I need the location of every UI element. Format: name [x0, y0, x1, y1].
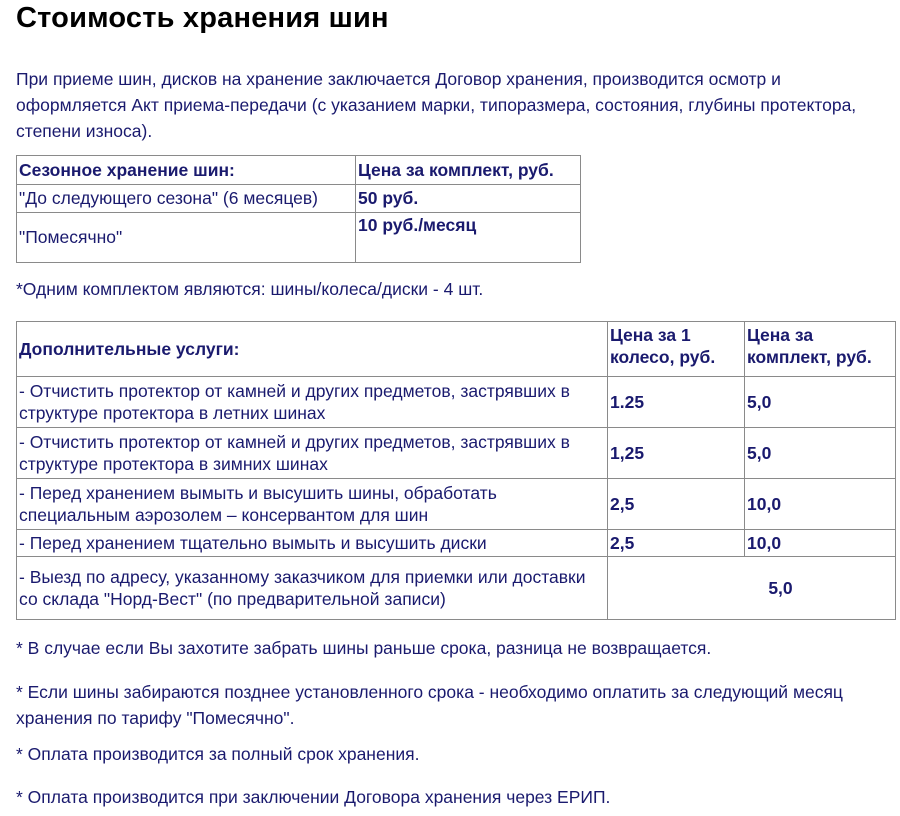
service-cell: - Выезд по адресу, указанному заказчиком для приемки или доставки со склада "Норд-Вест" (по предварительной записи)	[17, 557, 608, 620]
note-paragraph: * Если шины забираются позднее установленного срока - необходимо оплатить за следующий месяц хранения по тарифу "Помесячно".	[16, 682, 843, 728]
intro-paragraph: При приеме шин, дисков на хранение заключается Договор хранения, производится осмотр и оформляется Акт приема-передачи (с указанием марки, типоразмера, состояния, глубины протектора, степени износа).	[16, 69, 857, 141]
seasonal-storage-table	[16, 155, 581, 263]
price-cell: 5,0	[745, 377, 896, 428]
set-note: *Одним комплектом являются: шины/колеса/диски - 4 шт.	[16, 279, 484, 299]
table-cell: "Помесячно"	[17, 213, 356, 263]
price-cell: 50 руб.	[356, 185, 581, 213]
note-paragraph: * Оплата производится при заключении Договора хранения через ЕРИП.	[16, 787, 611, 807]
table-row	[17, 530, 896, 557]
service-cell: - Перед хранением вымыть и высушить шины, обработать специальным аэрозолем – консервантом для шин	[17, 479, 608, 530]
price-cell: 5,0	[608, 557, 896, 620]
price-cell: 2,5	[608, 479, 745, 530]
header-cell: Цена за комплект, руб.	[745, 322, 896, 377]
header-cell: Дополнительные услуги:	[17, 322, 608, 377]
header-cell: Цена за комплект, руб.	[356, 156, 581, 185]
page-title: Стоимость хранения шин	[16, 2, 389, 34]
price-cell: 1,25	[608, 428, 745, 479]
note-paragraph: * Оплата производится за полный срок хранения.	[16, 744, 420, 764]
price-cell: 10 руб./месяц	[356, 213, 581, 263]
additional-services-table	[16, 321, 896, 620]
header-cell: Цена за 1 колесо, руб.	[608, 322, 745, 377]
price-cell: 1.25	[608, 377, 745, 428]
table-header-row	[17, 322, 896, 377]
note-paragraph: * В случае если Вы захотите забрать шины раньше срока, разница не возвращается.	[16, 638, 712, 658]
table-row	[17, 428, 896, 479]
table-row	[17, 213, 581, 263]
table-row	[17, 377, 896, 428]
service-cell: - Отчистить протектор от камней и других предметов, застрявших в структуре протектора в летних шинах	[17, 377, 608, 428]
price-cell: 10,0	[745, 530, 896, 557]
table-row	[17, 185, 581, 213]
service-cell: - Перед хранением тщательно вымыть и высушить диски	[17, 530, 608, 557]
table-header-row	[17, 156, 581, 185]
service-cell: - Отчистить протектор от камней и других предметов, застрявших в структуре протектора в зимних шинах	[17, 428, 608, 479]
table-row	[17, 557, 896, 620]
price-cell: 10,0	[745, 479, 896, 530]
price-cell: 2,5	[608, 530, 745, 557]
table-cell: "До следующего сезона" (6 месяцев)	[17, 185, 356, 213]
table-row	[17, 479, 896, 530]
price-cell: 5,0	[745, 428, 896, 479]
header-cell: Сезонное хранение шин:	[17, 156, 356, 185]
